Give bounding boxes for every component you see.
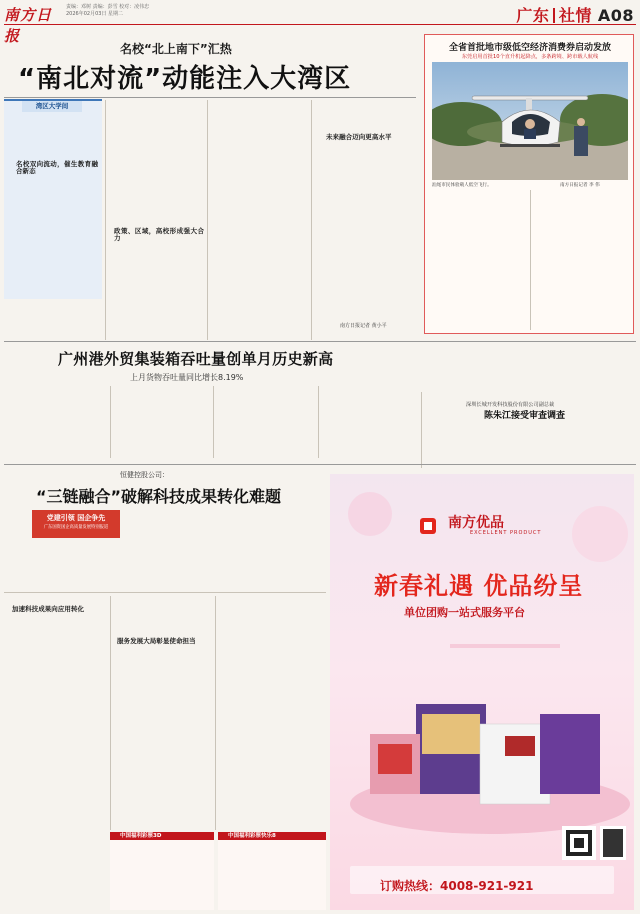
section-name: 广东: [516, 6, 550, 25]
lottery-kl8-title: 中国福利彩票快乐8: [218, 832, 326, 840]
section-rule: [4, 341, 636, 342]
story4-text-col3: [218, 596, 326, 830]
feature-text-col2: [533, 190, 629, 330]
column-rule: [213, 386, 214, 458]
lead-subhead-1: 名校双向流动，催生教育融合新态: [16, 160, 98, 176]
feature-title: 全省首批地市级低空经济消费券启动发放: [448, 43, 611, 53]
story4-kicker: 恒健控股公司：: [120, 471, 169, 479]
lottery-kl8-box: [218, 832, 326, 910]
page-number: A08: [597, 6, 634, 25]
story4-text-col2: [113, 596, 213, 830]
story4-subhead-1: 加速科技成果向应用转化: [12, 605, 85, 613]
section-header: [516, 3, 634, 26]
special-report-badge: [32, 510, 120, 538]
issue-date: 2026年02月03日 星期二: [66, 11, 124, 17]
lead-text-col4: [314, 100, 416, 340]
advertisement: [330, 474, 634, 910]
column-rule: [207, 100, 208, 340]
story3-headline: 陈朱江接受审查调查: [484, 411, 566, 421]
story4-intro: [126, 510, 326, 588]
lottery-kl8-body: [218, 840, 326, 910]
story2-text-col3: [216, 386, 316, 458]
story2-text-col4: [321, 386, 417, 458]
lead-text-col1b: [8, 300, 103, 338]
ad-hotline: 订购热线：4008-921-921: [380, 879, 534, 893]
story4-text-col1: [8, 596, 108, 830]
ad-brand: 南方优品: [448, 515, 504, 531]
story4-rule: [4, 592, 326, 593]
story2-headline: 广州港外贸集装箱吞吐量创单月历史新高: [58, 350, 334, 368]
story2-text-col2: [113, 386, 211, 458]
story3-text-col3: [564, 422, 632, 468]
lead-subhead-2: 政策、区域，高校形成强大合力: [114, 227, 204, 243]
masthead-meta: [66, 4, 266, 18]
column-rule: [421, 392, 422, 468]
subsection-name: 社情: [558, 6, 592, 25]
top-rule: [4, 24, 636, 25]
lead-text-col2: [108, 100, 204, 340]
story3-text-col2: [495, 422, 561, 468]
feature-caption: 汕尾市民体验载人低空飞行。: [432, 183, 492, 188]
lead-author: 南方日报记者 黄小平: [340, 323, 387, 329]
column-rule: [110, 386, 111, 458]
lead-text-col3: [210, 100, 308, 340]
story3-kicker: 深圳长城开发科技股份有限公司副总裁: [466, 402, 555, 408]
lead-kicker: 名校“北上南下”汇热: [120, 42, 232, 56]
column-rule: [105, 100, 106, 340]
column-rule: [110, 596, 111, 830]
lead-subhead-3: 未来融合迈向更高水平: [326, 133, 392, 141]
newspaper-logo: 南方日报: [4, 6, 53, 45]
lead-rule: [4, 97, 416, 98]
badge-subtitle: 广东国资国企高质量发展特别报道: [43, 525, 109, 530]
feature-subtitle: 东莞启用首批10个直升机起降点，多条跨境、跨市载人航线: [461, 54, 599, 60]
feature-credit: 南方日报记者 李 伟: [560, 183, 600, 188]
ad-brand-en: EXCELLENT PRODUCT: [470, 530, 542, 536]
feature-text-col1: [432, 190, 528, 330]
story2-text-col1: [8, 386, 108, 458]
lottery-3d-title: 中国福利彩票3D: [110, 832, 214, 840]
lead-headline: “南北对流”动能注入大湾区: [18, 64, 352, 94]
column-rule: [311, 100, 312, 340]
section-divider: [553, 8, 555, 23]
badge-title: 党建引领 国企争先: [46, 514, 106, 522]
feature-photo: [432, 62, 628, 180]
ad-illustration: [330, 474, 634, 910]
lead-text-col1: [8, 117, 98, 297]
story3-text-col1: [426, 422, 492, 468]
evtol-photo-illustration: [432, 62, 628, 180]
story4-subhead-2: 服务发展大局彰显使命担当: [117, 637, 196, 645]
sidebar-label: 湾区大学间: [22, 101, 82, 112]
column-rule: [530, 190, 531, 330]
lottery-3d-body: [110, 840, 214, 910]
ad-subtitle: 单位团购一站式服务平台: [404, 606, 525, 619]
section-rule: [4, 464, 636, 465]
story4-headline: “三链融合”破解科技成果转化难题: [36, 487, 282, 506]
story2-deck: 上月货物吞吐量同比增长8.19%: [130, 373, 244, 382]
ad-slogan: 新春礼遇 优品纷呈: [374, 572, 584, 600]
column-rule: [318, 386, 319, 458]
column-rule: [215, 596, 216, 830]
lottery-3d-box: [110, 832, 214, 910]
editor-credits: 责编：邓树 责编：彭雪 校对：凌伟忠: [66, 4, 150, 10]
